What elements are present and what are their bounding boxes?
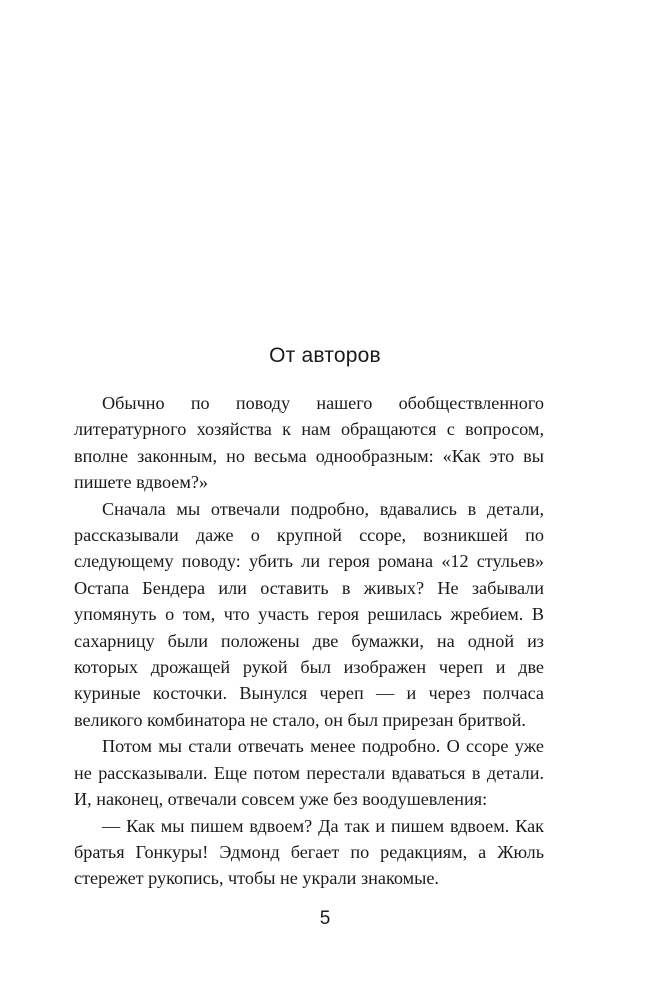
paragraph: Сначала мы отвечали подробно, вдавались в детали, рассказывали даже о крупной ссоре, возникшей по следующему поводу: убить ли героя романа «12 стульев» Остапа Бендера или оставить в живых? Не забывали упомянуть о том, что участь героя решилась жребием. В сахарницу были положены две бумажки, на одной из которых дрожащей рукой был изображен череп и две куриные косточки. Вынулся череп — и через полчаса великого комбинатора не стало, он был прирезан бритвой. bbox=[74, 498, 544, 730]
paragraph: Потом мы стали отвечать менее подробно. О ссоре уже не рассказывали. Еще потом перестали вдаваться в детали. И, наконец, отвечали совсем уже без воодушевления: bbox=[74, 736, 544, 810]
page-number: 5 bbox=[319, 908, 331, 929]
chapter-title: От авторов bbox=[269, 344, 381, 367]
paragraph: — Как мы пишем вдвоем? Да так и пишем вдвоем. Как братья Гонкуры! Эдмонд бегает по редакциям, а Жюль стережет рукопись, чтобы не украли знакомые. bbox=[74, 815, 544, 889]
body-text bbox=[74, 390, 544, 892]
paragraph: Обычно по поводу нашего обобществленного литературного хозяйства к нам обращаются с вопросом, вполне законным, но весьма однообразным: «Как это вы пишете вдвоем?» bbox=[74, 393, 544, 493]
